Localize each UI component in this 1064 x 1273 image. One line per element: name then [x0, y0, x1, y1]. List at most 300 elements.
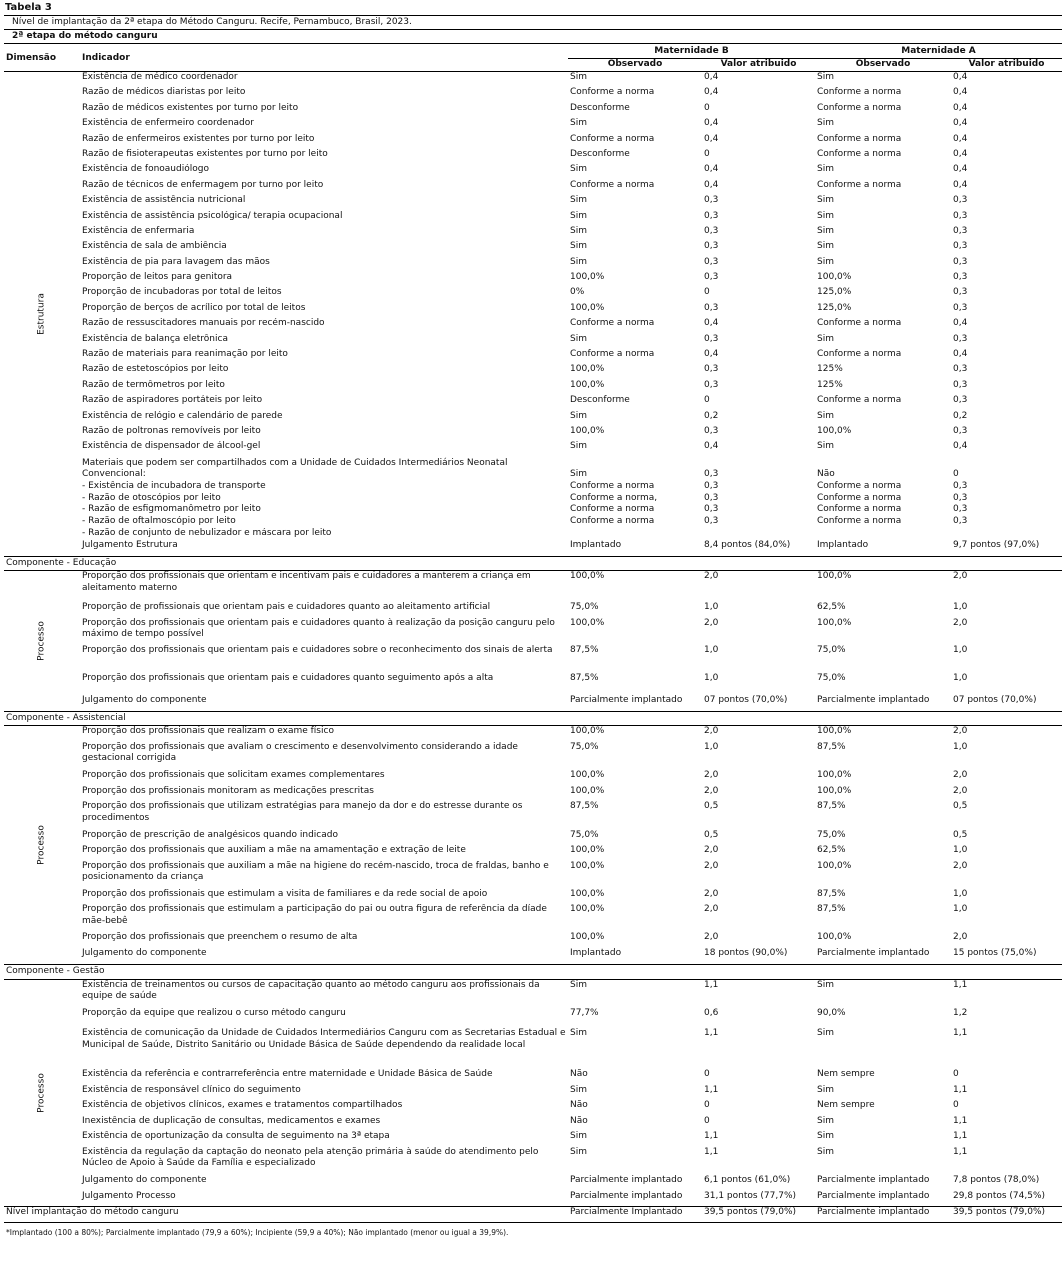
obs-a-cell: 62,5%: [817, 845, 846, 856]
table-row: [4, 241, 1062, 256]
obs-a-cell: 75,0%: [817, 673, 846, 684]
component-title: Componente - Assistencial: [4, 711, 1062, 726]
val-a-cell: 0,3: [953, 492, 968, 503]
table-row: [4, 457, 1062, 481]
obs-a-cell: Sim: [817, 210, 834, 221]
val-a-cell: 2,0: [953, 617, 968, 628]
val-b-cell: 1,1: [704, 1084, 719, 1095]
obs-b-cell: 0%: [570, 287, 585, 298]
table-row: [4, 195, 1062, 210]
table-row: [4, 226, 1062, 241]
val-b-cell: 0,3: [704, 241, 719, 252]
obs-a-cell: Parcialmente implantado: [817, 1190, 930, 1201]
indicator-cell: Existência de dispensador de álcool-gel: [82, 441, 261, 452]
indicator-cell: Existência de oportunização da consulta de seguimento na 3ª etapa: [82, 1131, 390, 1142]
obs-b-cell: Implantado: [570, 539, 622, 550]
header-maternidade-a: Maternidade A: [815, 44, 1062, 59]
val-b-cell: 2,0: [704, 770, 719, 781]
table-row: [4, 540, 1062, 557]
val-b-cell: 1,1: [704, 979, 719, 990]
obs-a-cell: Sim: [817, 333, 834, 344]
header-observado-b: Observado: [568, 58, 702, 72]
val-a-cell: 2,0: [953, 571, 968, 582]
val-a-cell: 1,2: [953, 1007, 968, 1018]
obs-a-cell: [815, 528, 951, 540]
dimension-label: Processo: [36, 621, 47, 661]
obs-a-cell: Sim: [817, 241, 834, 252]
component-header-row: [4, 556, 1062, 571]
table-row: [4, 695, 1062, 712]
val-b-cell: 2,0: [704, 860, 719, 871]
val-b-cell: 0: [704, 102, 710, 113]
obs-a-cell: 125%: [817, 379, 843, 390]
table-row: [4, 380, 1062, 395]
val-a-cell: 29,8 pontos (74,5%): [953, 1190, 1046, 1201]
indicator-cell: Existência de responsável clínico do seguimento: [82, 1084, 301, 1095]
table-row: [4, 395, 1062, 410]
materiais-b-obs-cell: Sim: [570, 469, 587, 480]
obs-b-cell: Sim: [570, 210, 587, 221]
indicator-cell: Proporção de berços de acrílico por total de leitos: [82, 302, 306, 313]
table-row: [4, 164, 1062, 179]
materiais-a-val-cell: 0: [953, 469, 959, 480]
obs-a-cell: Sim: [817, 410, 834, 421]
obs-a-cell: 90,0%: [817, 1007, 846, 1018]
table-row: [4, 334, 1062, 349]
table-row: [4, 673, 1062, 695]
indicator-cell: Existência de pia para lavagem das mãos: [82, 256, 270, 267]
obs-a-cell: Sim: [817, 1115, 834, 1126]
obs-a-cell: Sim: [817, 1131, 834, 1142]
table-row: [4, 211, 1062, 226]
obs-a-cell: Sim: [817, 118, 834, 129]
obs-a-cell: 62,5%: [817, 602, 846, 613]
obs-b-cell: 100,0%: [570, 845, 605, 856]
obs-b-cell: 100,0%: [570, 904, 605, 915]
table-row: [4, 149, 1062, 164]
indicator-cell: Inexistência de duplicação de consultas, medicamentos e exames: [82, 1115, 381, 1126]
val-a-cell: 0,5: [953, 829, 968, 840]
obs-a-cell: Conforme a norma: [817, 102, 902, 113]
indicator-cell: Razão de termômetros por leito: [82, 379, 225, 390]
dimension-label: Processo: [36, 825, 47, 866]
header-observado-a: Observado: [815, 58, 951, 72]
table-row: [4, 287, 1062, 302]
nivel-value-cell: Parcialmente implantado: [815, 1207, 951, 1223]
val-a-cell: 1,0: [953, 741, 968, 752]
indicator-cell: Proporção dos profissionais que orientam pais e cuidadores quanto seguimento após a alta: [82, 673, 494, 684]
val-a-cell: 07 pontos (70,0%): [953, 694, 1037, 705]
val-b-cell: 0,3: [704, 492, 719, 503]
indicator-cell: Materiais que podem ser compartilhados com a Unidade de Cuidados Intermediários Neonatal Convencional:: [82, 457, 508, 480]
obs-b-cell: 100,0%: [570, 860, 605, 871]
table-row: [4, 1100, 1062, 1116]
obs-b-cell: Sim: [570, 118, 587, 129]
val-a-cell: 1,0: [953, 602, 968, 613]
indicator-cell: Proporção de prescrição de analgésicos quando indicado: [82, 829, 338, 840]
val-a-cell: 1,0: [953, 845, 968, 856]
val-a-cell: 0,4: [953, 441, 968, 452]
estrutura-section: [4, 72, 1062, 557]
obs-a-cell: 100,0%: [817, 726, 852, 737]
obs-a-cell: Conforme a norma: [817, 133, 902, 144]
table-row: [4, 618, 1062, 646]
val-b-cell: 0,4: [704, 87, 719, 98]
dimension-label: Estrutura: [36, 292, 47, 335]
table-row: [4, 441, 1062, 456]
indicator-cell: Existência de treinamentos ou cursos de capacitação quanto ao método canguru aos profissionais da equipe de saúde: [82, 979, 540, 1002]
obs-b-cell: 100,0%: [570, 272, 605, 283]
dimension-label: Processo: [36, 1073, 47, 1113]
obs-b-cell: Desconforme: [570, 148, 630, 159]
val-a-cell: 0,3: [953, 333, 968, 344]
obs-b-cell: Sim: [570, 225, 587, 236]
val-b-cell: 1,1: [704, 1146, 719, 1157]
table-row: [4, 1085, 1062, 1101]
indicator-cell: Proporção dos profissionais que utilizam estratégias para manejo da dor e do estresse durante os procedimentos: [82, 801, 523, 823]
obs-a-cell: 100,0%: [817, 617, 852, 628]
obs-b-cell: Sim: [570, 241, 587, 252]
assistencial-section: [4, 711, 1062, 965]
val-a-cell: 1,1: [953, 1131, 968, 1142]
table-row: [4, 889, 1062, 905]
val-a-cell: 0,3: [953, 516, 968, 527]
indicator-cell: Proporção dos profissionais monitoram as medicações prescritas: [82, 785, 374, 796]
table-row: [4, 349, 1062, 364]
val-a-cell: 0,2: [953, 410, 968, 421]
obs-a-cell: Sim: [817, 1146, 834, 1157]
val-b-cell: 0,3: [704, 272, 719, 283]
obs-a-cell: 125,0%: [817, 302, 852, 313]
header-valor-a: Valor atribuido: [951, 58, 1062, 72]
table-row: [4, 1131, 1062, 1147]
obs-a-cell: Sim: [817, 225, 834, 236]
table-row: [4, 103, 1062, 118]
val-b-cell: 0,3: [704, 210, 719, 221]
val-a-cell: 0,5: [953, 801, 968, 812]
val-b-cell: 0,4: [704, 164, 719, 175]
indicator-cell: Existência de sala de ambiência: [82, 241, 227, 252]
val-b-cell: 0: [704, 148, 710, 159]
obs-b-cell: 100,0%: [570, 770, 605, 781]
obs-b-cell: Sim: [570, 441, 587, 452]
table-row: [4, 180, 1062, 195]
footnote: *Implantado (100 a 80%); Parcialmente implantado (79,9 a 60%); Incipiente (59,9 a 40%); Não implantado (menor ou igual a 39,9%).: [6, 1228, 509, 1238]
val-b-cell: 0,4: [704, 441, 719, 452]
val-a-cell: 0,3: [953, 504, 968, 515]
indicator-cell: Proporção dos profissionais que estimulam a visita de familiares e da rede social de apoio: [82, 888, 488, 899]
obs-a-cell: Sim: [817, 441, 834, 452]
obs-b-cell: Conforme a norma: [570, 87, 655, 98]
indicator-cell: Proporção da equipe que realizou o curso método canguru: [82, 1007, 346, 1018]
table-row: [4, 528, 1062, 540]
val-a-cell: 0,3: [953, 302, 968, 313]
obs-a-cell: 100,0%: [817, 571, 852, 582]
indicator-cell: Existência de comunicação da Unidade de Cuidados Intermediários Canguru com as Secretarias Estadual e Municipal de Saúde, Distrito Sanitário ou Unidade Básica de Saúde dependendo da realidade local: [82, 1028, 566, 1050]
table-row: [4, 364, 1062, 379]
table-row: [4, 1116, 1062, 1132]
final-section: [4, 1207, 1062, 1223]
obs-a-cell: 75,0%: [817, 829, 846, 840]
obs-b-cell: Não: [570, 1069, 588, 1080]
table-row: [4, 72, 1062, 88]
val-a-cell: 1,0: [953, 888, 968, 899]
obs-b-cell: 100,0%: [570, 571, 605, 582]
val-b-cell: 1,0: [704, 602, 719, 613]
val-b-cell: 2,0: [704, 904, 719, 915]
val-b-cell: 0,3: [704, 302, 719, 313]
indicator-cell: Proporção dos profissionais que realizam o exame físico: [82, 726, 334, 737]
obs-a-cell: Conforme a norma: [817, 87, 902, 98]
obs-b-cell: 100,0%: [570, 726, 605, 737]
obs-b-cell: 100,0%: [570, 785, 605, 796]
indicator-cell: Razão de enfermeiros existentes por turno por leito: [82, 133, 315, 144]
val-b-cell: 0,3: [704, 256, 719, 267]
educacao-section: [4, 556, 1062, 711]
table-label: Tabela 3: [5, 2, 52, 13]
val-a-cell: 0,3: [953, 256, 968, 267]
val-a-cell: 2,0: [953, 770, 968, 781]
indicator-cell: Existência de fonoaudiólogo: [82, 164, 209, 175]
obs-b-cell: Conforme a norma: [570, 480, 655, 491]
indicator-cell: Proporção dos profissionais que orientam e incentivam pais e cuidadores a manterem a criança em aleitamento materno: [82, 571, 531, 593]
indicator-cell: Proporção de incubadoras por total de leitos: [82, 287, 282, 298]
obs-b-cell: Conforme a norma: [570, 504, 655, 515]
obs-b-cell: 75,0%: [570, 602, 599, 613]
val-b-cell: 2,0: [704, 932, 719, 943]
table-row: [4, 516, 1062, 528]
gestao-section: [4, 965, 1062, 1207]
indicator-cell: Proporção dos profissionais que orientam pais e cuidadores sobre o reconhecimento dos sinais de alerta: [82, 645, 553, 656]
component-header-row: [4, 711, 1062, 726]
obs-b-cell: Sim: [570, 979, 587, 990]
nivel-value-cell: Parcialmente Implantado: [568, 1207, 702, 1223]
val-a-cell: 0,4: [953, 87, 968, 98]
val-b-cell: 1,1: [704, 1131, 719, 1142]
obs-b-cell: Conforme a norma,: [570, 492, 658, 503]
obs-a-cell: Sim: [817, 256, 834, 267]
val-b-cell: [702, 528, 815, 540]
obs-b-cell: 75,0%: [570, 829, 599, 840]
table-row: [4, 948, 1062, 965]
dimension-cell: [4, 979, 80, 1207]
obs-b-cell: 75,0%: [570, 741, 599, 752]
val-b-cell: 0,4: [704, 179, 719, 190]
table-row: [4, 87, 1062, 102]
indicator-cell: Razão de estetoscópios por leito: [82, 364, 229, 375]
val-a-cell: 1,1: [953, 1028, 968, 1039]
table-row: [4, 979, 1062, 1008]
obs-a-cell: 100,0%: [817, 770, 852, 781]
val-a-cell: 0,4: [953, 118, 968, 129]
val-a-cell: 1,1: [953, 1084, 968, 1095]
indicator-cell: Existência de assistência nutricional: [82, 195, 246, 206]
obs-a-cell: Parcialmente implantado: [817, 1175, 930, 1186]
val-b-cell: 0,4: [704, 349, 719, 360]
indicator-cell: Razão de poltronas removíveis por leito: [82, 425, 261, 436]
val-b-cell: 2,0: [704, 617, 719, 628]
results-table: [4, 43, 1062, 1223]
obs-b-cell: 87,5%: [570, 801, 599, 812]
obs-b-cell: Implantado: [570, 948, 622, 959]
val-a-cell: 0,3: [953, 195, 968, 206]
obs-a-cell: Implantado: [817, 539, 869, 550]
obs-a-cell: Sim: [817, 195, 834, 206]
indicator-cell: Existência da regulação da captação do neonato pela atenção primária à saúde do atendimento pelo Núcleo de Apoio à Saúde da Família e especializado: [82, 1146, 539, 1169]
val-a-cell: 2,0: [953, 932, 968, 943]
val-a-cell: 0,3: [953, 225, 968, 236]
indicator-cell: Razão de materiais para reanimação por leito: [82, 349, 288, 360]
obs-b-cell: 100,0%: [570, 379, 605, 390]
obs-b-cell: Sim: [570, 1028, 587, 1039]
indicator-cell: - Existência de incubadora de transporte: [82, 480, 266, 491]
val-b-cell: 1,0: [704, 741, 719, 752]
val-b-cell: 0,3: [704, 516, 719, 527]
val-b-cell: 0,3: [704, 379, 719, 390]
obs-a-cell: Sim: [817, 72, 834, 82]
table-row: [4, 318, 1062, 333]
indicator-cell: Proporção dos profissionais que auxiliam a mãe na amamentação e extração de leite: [82, 845, 466, 856]
val-a-cell: 2,0: [953, 860, 968, 871]
nivel-value-cell: 39,5 pontos (79,0%): [951, 1207, 1062, 1223]
obs-b-cell: Sim: [570, 72, 587, 82]
val-a-cell: 0,3: [953, 425, 968, 436]
indicator-cell: Existência de enfermeiro coordenador: [82, 118, 254, 129]
val-b-cell: 0,3: [704, 333, 719, 344]
val-a-cell: [951, 528, 1062, 540]
obs-a-cell: 100,0%: [817, 785, 852, 796]
val-a-cell: 9,7 pontos (97,0%): [953, 539, 1040, 550]
indicator-cell: Razão de médicos existentes por turno por leito: [82, 102, 299, 113]
indicator-cell: - Razão de conjunto de nebulizador e máscara por leito: [82, 527, 332, 538]
obs-a-cell: Conforme a norma: [817, 504, 902, 515]
obs-b-cell: Sim: [570, 256, 587, 267]
indicator-cell: Proporção dos profissionais que orientam pais e cuidadores quanto à realização da posição canguru pelo máximo de tempo possível: [82, 617, 555, 640]
obs-b-cell: 100,0%: [570, 302, 605, 313]
val-b-cell: 0,3: [704, 364, 719, 375]
obs-b-cell: 100,0%: [570, 425, 605, 436]
val-a-cell: 0,4: [953, 148, 968, 159]
val-a-cell: 2,0: [953, 785, 968, 796]
table-row: [4, 303, 1062, 318]
table-row: [4, 726, 1062, 742]
table-row: [4, 845, 1062, 861]
table-caption: Nível de implantação da 2ª etapa do Método Canguru. Recife, Pernambuco, Brasil, 2023.: [4, 15, 1062, 30]
table-row: [4, 134, 1062, 149]
obs-a-cell: 87,5%: [817, 741, 846, 752]
val-b-cell: 2,0: [704, 785, 719, 796]
obs-a-cell: 87,5%: [817, 904, 846, 915]
obs-a-cell: 87,5%: [817, 888, 846, 899]
val-b-cell: 1,0: [704, 645, 719, 656]
obs-b-cell: Sim: [570, 195, 587, 206]
table-row: [4, 602, 1062, 618]
obs-b-cell: [568, 528, 702, 540]
indicator-cell: Julgamento do componente: [82, 1175, 207, 1186]
val-a-cell: 0,4: [953, 164, 968, 175]
val-a-cell: 0,3: [953, 395, 968, 406]
val-b-cell: 0: [704, 1115, 710, 1126]
obs-a-cell: Conforme a norma: [817, 516, 902, 527]
val-a-cell: 0,3: [953, 480, 968, 491]
indicator-cell: - Razão de oftalmoscópio por leito: [82, 516, 236, 527]
nivel-value-cell: 39,5 pontos (79,0%): [702, 1207, 815, 1223]
val-b-cell: 0: [704, 287, 710, 298]
obs-a-cell: Parcialmente implantado: [817, 948, 930, 959]
table-row: [4, 426, 1062, 441]
val-b-cell: 2,0: [704, 845, 719, 856]
obs-b-cell: Conforme a norma: [570, 516, 655, 527]
obs-b-cell: 100,0%: [570, 617, 605, 628]
obs-b-cell: Desconforme: [570, 395, 630, 406]
val-a-cell: 1,0: [953, 645, 968, 656]
materiais-b-val-cell: 0,3: [704, 469, 719, 480]
val-a-cell: 1,1: [953, 1115, 968, 1126]
obs-b-cell: 100,0%: [570, 364, 605, 375]
table-row: [4, 1008, 1062, 1029]
indicator-cell: Razão de técnicos de enfermagem por turno por leito: [82, 179, 324, 190]
indicator-cell: Julgamento do componente: [82, 694, 207, 705]
obs-a-cell: Conforme a norma: [817, 492, 902, 503]
val-a-cell: 0,4: [953, 179, 968, 190]
indicator-cell: Razão de ressuscitadores manuais por recém-nascido: [82, 318, 325, 329]
indicator-cell: Proporção dos profissionais que auxiliam a mãe na higiene do recém-nascido, troca de fraldas, banho e posicionamento da criança: [82, 860, 549, 883]
table-row: [4, 504, 1062, 516]
table-row: [4, 272, 1062, 287]
obs-a-cell: Conforme a norma: [817, 395, 902, 406]
val-b-cell: 0,5: [704, 829, 719, 840]
val-a-cell: 0,3: [953, 241, 968, 252]
header-maternidade-b: Maternidade B: [568, 44, 815, 59]
dimension-cell: [4, 571, 80, 712]
val-a-cell: 0: [953, 1100, 959, 1111]
obs-b-cell: 77,7%: [570, 1007, 599, 1018]
val-a-cell: 0,4: [953, 318, 968, 329]
table-row: [4, 1191, 1062, 1207]
header-dimensao: Dimensão: [4, 44, 80, 72]
table-row: [4, 257, 1062, 272]
indicator-cell: Razão de aspiradores portáteis por leito: [82, 395, 263, 406]
obs-b-cell: Conforme a norma: [570, 349, 655, 360]
val-b-cell: 07 pontos (70,0%): [704, 694, 788, 705]
table-row: [4, 932, 1062, 948]
table-row: [4, 481, 1062, 493]
obs-b-cell: 100,0%: [570, 888, 605, 899]
val-b-cell: 0,3: [704, 504, 719, 515]
obs-a-cell: Nem sempre: [817, 1100, 875, 1111]
val-a-cell: 0,4: [953, 102, 968, 113]
indicator-cell: Existência de objetivos clínicos, exames e tratamentos compartilhados: [82, 1100, 403, 1111]
stage-title: 2ª etapa do método canguru: [12, 31, 158, 41]
obs-b-cell: Conforme a norma: [570, 318, 655, 329]
val-a-cell: 0,4: [953, 133, 968, 144]
table-row: [4, 1147, 1062, 1176]
indicator-cell: Proporção de leitos para genitora: [82, 272, 233, 283]
val-b-cell: 0,3: [704, 225, 719, 236]
indicator-cell: Proporção de profissionais que orientam pais e cuidadores quanto ao aleitamento artificial: [82, 602, 491, 613]
obs-b-cell: Sim: [570, 410, 587, 421]
val-a-cell: 7,8 pontos (78,0%): [953, 1175, 1040, 1186]
table-row: [4, 830, 1062, 846]
obs-a-cell: Conforme a norma: [817, 148, 902, 159]
obs-a-cell: 100,0%: [817, 932, 852, 943]
val-a-cell: 0,3: [953, 210, 968, 221]
table-row: [4, 493, 1062, 505]
indicator-cell: Julgamento Processo: [82, 1190, 176, 1201]
val-b-cell: 18 pontos (90,0%): [704, 948, 788, 959]
indicator-cell: Existência de assistência psicológica/ terapia ocupacional: [82, 210, 343, 221]
obs-a-cell: 100,0%: [817, 425, 852, 436]
